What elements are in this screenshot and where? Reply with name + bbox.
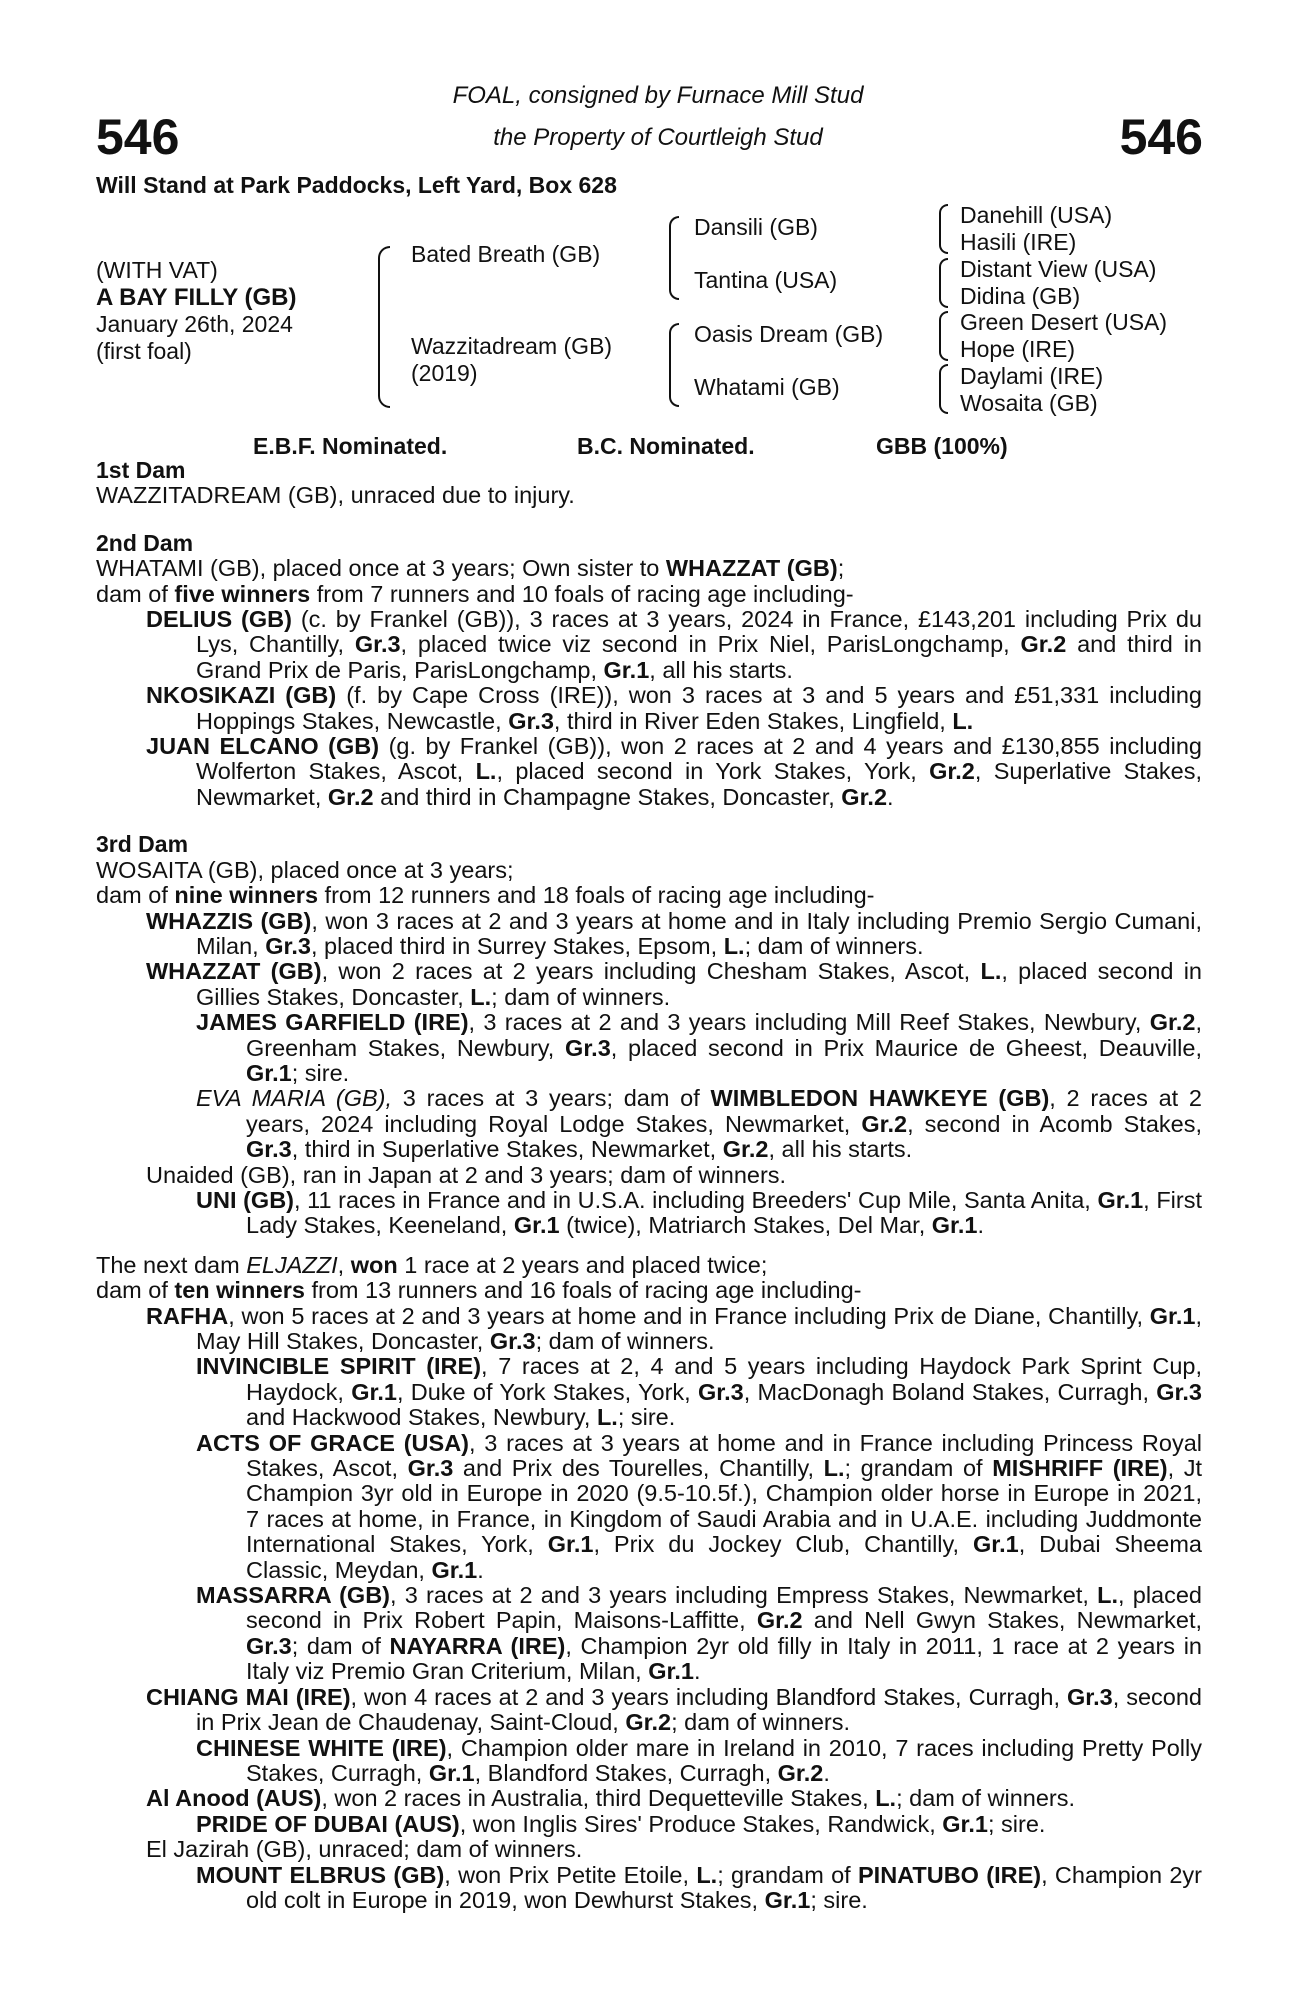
progeny-acts-of-grace: ACTS OF GRACE (USA), 3 races at 3 years at home and in France including Princess Royal Stakes, Ascot, Gr.3 and Prix des Tourelles, Chantilly, L.; grandam of MISHRIFF (IRE), Jt Champion 3yr old in Europe in 2020 (9.5-10.5f.), Champion older horse in Europe in 2021, 7 races at home, in France, in Kingdom of Saudi Arabia and in U.A.E. including Juddmonte International Stakes, York, Gr.1, Prix du Jockey Club, Chantilly, Gr.1, Dubai Sheema Classic, Meydan, Gr.1. (196, 1429, 1202, 1583)
progeny-juan-elcano: JUAN ELCANO (GB) (g. by Frankel (GB)), won 2 races at 2 and 4 years and £130,855 including Wolferton Stakes, Ascot, L., placed second in York Stakes, York, Gr.2, Superlative Stakes, Newmarket, Gr.2 and third in Champagne Stakes, Doncaster, Gr.2. (146, 733, 1203, 810)
progeny-pride-of-dubai: PRIDE OF DUBAI (AUS), won Inglis Sires' Produce Stakes, Randwick, Gr.1; sire. (196, 1810, 1046, 1837)
consignor-line: FOAL, consigned by Furnace Mill Stud (452, 82, 864, 109)
first-dam-heading: 1st Dam (96, 457, 186, 483)
progeny-rafha: RAFHA, won 5 races at 2 and 3 years at home and in France including Prix de Diane, Chantilly, Gr.1, May Hill Stakes, Doncaster, Gr.3; dam of winners. (146, 1302, 1202, 1354)
progeny-eva-maria: EVA MARIA (GB), 3 races at 3 years; dam of WIMBLEDON HAWKEYE (GB), 2 races at 2 years, 2024 including Royal Lodge Stakes, Newmarket, Gr.2, second in Acomb Stakes, Gr.3, third in Superlative Stakes, Newmarket, Gr.2, all his starts. (196, 1085, 1203, 1163)
progeny-al-anood: Al Anood (AUS), won 2 races in Australia, third Dequetteville Stakes, L.; dam of winners. (146, 1785, 1076, 1812)
brace-ds (939, 311, 948, 361)
progeny-whazzis: WHAZZIS (GB), won 3 races at 2 and 3 years at home and in Italy including Premio Sergio Cumani, Milan, Gr.3, placed third in Surrey Stakes, Epsom, L.; dam of winners. (146, 907, 1202, 959)
lot-number-left: 546 (96, 109, 180, 165)
dd-sire: Daylami (IRE) (960, 363, 1104, 389)
ds-dam: Hope (IRE) (960, 336, 1076, 362)
pedigree-brace-main (378, 246, 390, 408)
ds-sire: Green Desert (USA) (960, 309, 1168, 335)
progeny-el-jazirah: El Jazirah (GB), unraced; dam of winners. (146, 1836, 583, 1863)
foal-note: (first foal) (96, 338, 192, 364)
progeny-whazzat: WHAZZAT (GB), won 2 races at 2 years including Chesham Stakes, Ascot, L., placed second in Gillies Stakes, Doncaster, L.; dam of winners. (146, 958, 1203, 1010)
second-dam-heading: 2nd Dam (96, 529, 194, 556)
ss-sire: Danehill (USA) (960, 202, 1113, 228)
sd-sire: Distant View (USA) (960, 256, 1157, 282)
sire: Bated Breath (GB) (411, 241, 601, 267)
pedigree-brace-sire (669, 216, 679, 300)
brace-ss (939, 204, 948, 254)
second-dam-intro: WHATAMI (GB), placed once at 3 years; Own sister to WHAZZAT (GB); dam of five winners from 7 runners and 10 foals of racing age including- (96, 555, 854, 607)
first-dam-text: WAZZITADREAM (GB), unraced due to injury. (96, 482, 575, 509)
dam: Wazzitadream (GB) (411, 333, 613, 359)
horse-description (96, 257, 296, 365)
pedigree-brace-dam (669, 323, 679, 407)
date-of-birth: January 26th, 2024 (96, 311, 293, 337)
progeny-uni: UNI (GB), 11 races in France and in U.S.A. including Breeders' Cup Mile, Santa Anita, Gr.1, First Lady Stakes, Keeneland, Gr.1 (twice), Matriarch Stakes, Del Mar, Gr.1. (196, 1186, 1203, 1239)
ebf-nomination: E.B.F. Nominated. (253, 433, 448, 459)
lot-number-right: 546 (1119, 109, 1203, 165)
progeny-james-garfield: JAMES GARFIELD (IRE), 3 races at 2 and 3 years including Mill Reef Stakes, Newbury, Gr.2, Greenham Stakes, Newbury, Gr.3, placed second in Prix Maurice de Gheest, Deauville, Gr.1; sire. (196, 1009, 1202, 1086)
progeny-mount-elbrus: MOUNT ELBRUS (GB), won Prix Petite Etoile, L.; grandam of PINATUBO (IRE), Champion 2yr old colt in Europe in 2019, won Dewhurst Stakes, Gr.1; sire. (196, 1861, 1202, 1913)
third-dam-heading: 3rd Dam (96, 831, 189, 858)
brace-sd (939, 258, 948, 308)
ss-dam: Hasili (IRE) (960, 229, 1077, 255)
next-dam-intro: The next dam ELJAZZI, won 1 race at 2 years and placed twice; dam of ten winners from 13 runners and 16 foals of racing age including- (96, 1251, 862, 1304)
progeny-invincible-spirit: INVINCIBLE SPIRIT (IRE), 7 races at 2, 4 and 5 years including Haydock Park Sprint Cup, Haydock, Gr.1, Duke of York Stakes, York, Gr.3, MacDonagh Boland Stakes, Curragh, Gr.3 and Hackwood Stakes, Newbury, L.; sire. (196, 1353, 1202, 1431)
dam-sire: Oasis Dream (GB) (694, 321, 884, 347)
vat-note: (WITH VAT) (96, 257, 218, 283)
dd-dam: Wosaita (GB) (960, 390, 1098, 416)
dam-dam: Whatami (GB) (694, 374, 840, 400)
dam-year: (2019) (411, 360, 478, 386)
gbb-rating: GBB (100%) (876, 433, 1008, 459)
catalogue-body (96, 458, 1202, 1913)
sire-sire: Dansili (GB) (694, 214, 818, 240)
progeny-unaided: Unaided (GB), ran in Japan at 2 and 3 years; dam of winners. (146, 1161, 787, 1188)
progeny-chiang-mai: CHIANG MAI (IRE), won 4 races at 2 and 3 years including Blandford Stakes, Curragh, Gr.3, second in Prix Jean de Chaudenay, Saint-Cloud, Gr.2; dam of winners. (146, 1683, 1203, 1736)
sire-dam: Tantina (USA) (694, 267, 838, 293)
progeny-chinese-white: CHINESE WHITE (IRE), Champion older mare in Ireland in 2010, 7 races including Pretty Polly Stakes, Curragh, Gr.1, Blandford Stakes, Curragh, Gr.2. (196, 1734, 1202, 1786)
progeny-massarra: MASSARRA (GB), 3 races at 2 and 3 years including Empress Stakes, Newmarket, L., placed second in Prix Robert Papin, Maisons-Laffitte, Gr.2 and Nell Gwyn Stakes, Newmarket, Gr.3; dam of NAYARRA (IRE), Champion 2yr old filly in Italy in 2011, 1 race at 2 years in Italy viz Premio Gran Criterium, Milan, Gr.1. (196, 1582, 1202, 1685)
horse-name: A BAY FILLY (GB) (96, 284, 297, 311)
property-line: the Property of Courtleigh Stud (493, 124, 823, 151)
third-dam-intro: WOSAITA (GB), placed once at 3 years; dam of nine winners from 12 runners and 18 foals of racing age including- (96, 856, 875, 909)
bc-nomination: B.C. Nominated. (577, 433, 755, 459)
progeny-delius: DELIUS (GB) (c. by Frankel (GB)), 3 races at 3 years, 2024 in France, £143,201 including Prix du Lys, Chantilly, Gr.3, placed twice viz second in Prix Niel, ParisLongchamp, Gr.2 and third in Grand Prix de Paris, ParisLongchamp, Gr.1, all his starts. (146, 606, 1202, 683)
progeny-nkosikazi: NKOSIKAZI (GB) (f. by Cape Cross (IRE)), won 3 races at 3 and 5 years and £51,331 including Hoppings Stakes, Newcastle, Gr.3, third in River Eden Stakes, Lingfield, L. (146, 682, 1202, 734)
sd-dam: Didina (GB) (960, 283, 1081, 309)
brace-dd (939, 364, 948, 414)
stand-location: Will Stand at Park Paddocks, Left Yard, Box 628 (96, 172, 617, 198)
